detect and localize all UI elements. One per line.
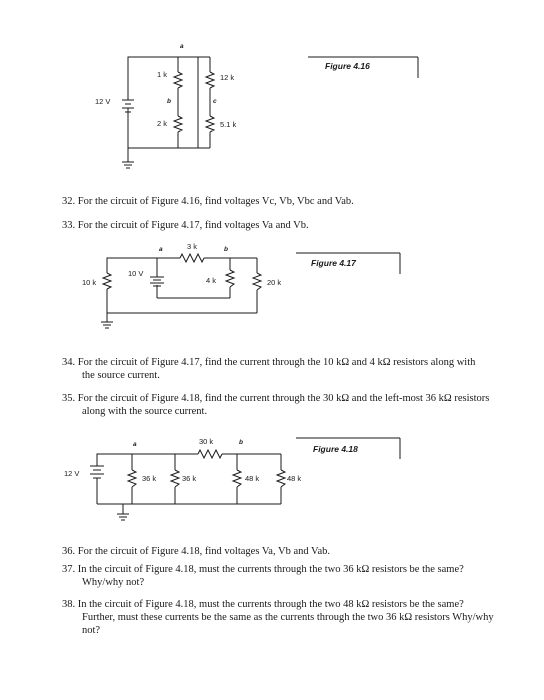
question-text-cont: the source current. (82, 370, 160, 381)
node-label-b: b (224, 246, 228, 253)
question-text: In the circuit of Figure 4.18, must the currents through the two 36 kΩ resistors be the same? (77, 564, 464, 575)
question-text: For the circuit of Figure 4.18, find voltages Va, Vb and Vab. (77, 546, 331, 557)
resistor-label: 48 k (245, 474, 260, 483)
question-number: 33. (62, 220, 76, 231)
question-number: 34. (62, 357, 76, 368)
resistor-5-1k (206, 116, 214, 132)
node-label-c: c (213, 98, 217, 105)
resistor-2k (174, 116, 182, 132)
resistor-4k (226, 270, 234, 287)
resistor-label: 4 k (206, 276, 217, 285)
figure-4-16 (95, 43, 418, 168)
figure-caption: Figure 4.16 (325, 61, 370, 71)
resistor-label: 30 k (199, 437, 214, 446)
question-text-cont: Why/why not? (82, 577, 145, 588)
question-35 (62, 392, 536, 418)
resistor-label: 36 k (142, 474, 157, 483)
source-label: 12 V (95, 97, 111, 106)
question-text-cont: not? (82, 625, 101, 636)
resistor-label: 10 k (82, 278, 97, 287)
resistor-36k-right (171, 470, 179, 487)
source-label: 12 V (64, 469, 80, 478)
resistor-3k (180, 254, 204, 262)
question-36 (62, 545, 522, 558)
question-34 (62, 356, 532, 382)
question-text: For the circuit of Figure 4.16, find voltages Vc, Vb, Vbc and Vab. (77, 196, 354, 207)
circuit-wire (97, 454, 198, 466)
source-label: 10 V (128, 269, 144, 278)
resistor-label: 2 k (157, 119, 168, 128)
question-text: For the circuit of Figure 4.18, find the current through the 30 kΩ and the left-most 36 kΩ resistors (77, 393, 490, 404)
question-text: For the circuit of Figure 4.17, find the current through the 10 kΩ and 4 kΩ resistors along with (77, 357, 476, 368)
question-37 (62, 563, 532, 589)
question-number: 32. (62, 196, 76, 207)
question-number: 36. (62, 546, 76, 557)
resistor-30k (198, 450, 222, 458)
resistor-10k (103, 273, 111, 289)
resistor-1k (174, 72, 182, 88)
question-number: 35. (62, 393, 76, 404)
question-32 (62, 195, 522, 208)
question-text-cont: along with the source current. (82, 406, 208, 417)
resistor-label: 5.1 k (220, 120, 237, 129)
node-label-b: b (239, 439, 243, 446)
resistor-label: 48 k (287, 474, 302, 483)
node-label-b: b (167, 98, 171, 105)
question-number: 38. (62, 599, 76, 610)
node-label-a: a (133, 441, 137, 448)
resistor-48k-left (233, 470, 241, 487)
resistor-label: 12 k (220, 73, 235, 82)
question-text: For the circuit of Figure 4.17, find voltages Va and Vb. (77, 220, 309, 231)
question-33 (62, 219, 522, 232)
figure-caption: Figure 4.18 (313, 444, 358, 454)
question-38 (62, 598, 532, 637)
resistor-label: 36 k (182, 474, 197, 483)
resistor-label: 20 k (267, 278, 282, 287)
node-label-a: a (180, 43, 184, 50)
figure-4-18 (64, 437, 400, 520)
resistor-20k (253, 273, 261, 290)
resistor-48k-right (277, 470, 285, 487)
question-number: 37. (62, 564, 76, 575)
resistor-label: 1 k (157, 70, 168, 79)
resistor-36k-left (128, 470, 136, 487)
resistor-label: 3 k (187, 242, 198, 251)
figure-caption: Figure 4.17 (311, 258, 356, 268)
question-text: In the circuit of Figure 4.18, must the currents through the two 48 kΩ resistors be the same? (77, 599, 464, 610)
figure-4-17 (82, 242, 400, 328)
question-text-cont: Further, must these currents be the same as the currents through the two 36 kΩ resistors Why/why (82, 612, 494, 623)
node-label-a: a (159, 246, 163, 253)
resistor-12k (206, 72, 214, 88)
